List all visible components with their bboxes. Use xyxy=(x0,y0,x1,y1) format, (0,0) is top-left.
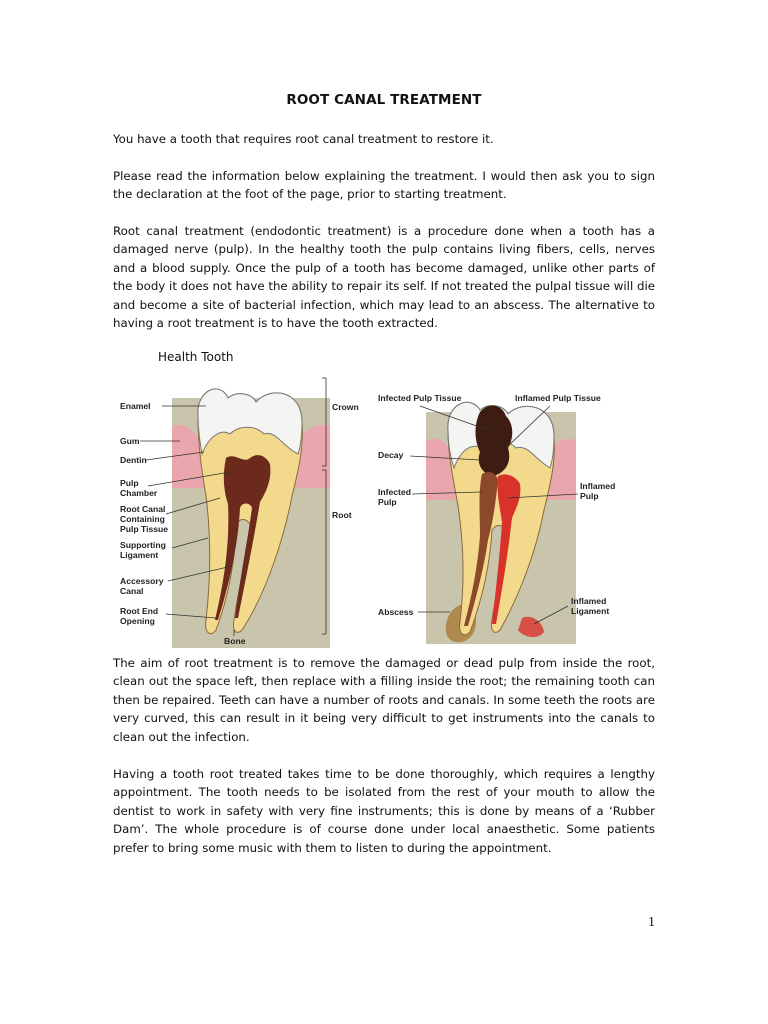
label-pulp-chamber-1: Pulp xyxy=(120,478,139,488)
paragraph-procedure: Having a tooth root treated takes time to be done thoroughly, which requires a lengthy appointment. The tooth needs to be isolated from the rest of your mouth to allow the dentist to work in safety with very fine instruments; this is done by means of a ‘Rubber Dam’. The whole procedure is of course done under local anaesthetic. Some patients prefer to bring some music with them to listen to during the appointment. xyxy=(113,767,655,855)
label-root-canal-3: Pulp Tissue xyxy=(120,524,169,534)
label-gum: Gum xyxy=(120,436,140,446)
label-inflamed-pulp-tissue: Inflamed Pulp Tissue xyxy=(515,393,601,403)
label-enamel: Enamel xyxy=(120,401,151,411)
label-root-canal-1: Root Canal xyxy=(120,504,166,514)
label-root-end-2: Opening xyxy=(120,616,155,626)
label-inflamed-ligament-2: Ligament xyxy=(571,606,610,616)
label-dentin: Dentin xyxy=(120,455,147,465)
label-infected-pulp-1: Infected xyxy=(378,487,411,497)
page-number: 1 xyxy=(648,915,655,930)
label-accessory-1: Accessory xyxy=(120,576,164,586)
paragraph-aim: The aim of root treatment is to remove the damaged or dead pulp from inside the root, clean out the space left, then replace with a filling inside the root; the remaining tooth can then be repaired. Teeth can have a number of roots and canals. In some teeth the roots are very curved, this can result in it being very difficult to get instruments into the canals to clean out the infection. xyxy=(113,656,655,744)
label-crown: Crown xyxy=(332,402,359,412)
label-accessory-2: Canal xyxy=(120,586,144,596)
label-pulp-chamber-2: Chamber xyxy=(120,488,158,498)
label-root-canal-2: Containing xyxy=(120,514,165,524)
label-supporting-2: Ligament xyxy=(120,550,159,560)
label-inflamed-pulp-1: Inflamed xyxy=(580,481,616,491)
label-bone: Bone xyxy=(224,636,246,646)
label-decay: Decay xyxy=(378,450,404,460)
healthy-tooth-illustration xyxy=(170,389,330,648)
label-root-end-1: Root End xyxy=(120,606,159,616)
paragraph-intro: You have a tooth that requires root canal treatment to restore it. xyxy=(113,132,494,146)
document-title: ROOT CANAL TREATMENT xyxy=(286,92,482,108)
label-supporting-1: Supporting xyxy=(120,540,166,550)
label-infected-pulp-tissue: Infected Pulp Tissue xyxy=(378,393,462,403)
diseased-tooth-illustration xyxy=(426,402,576,644)
label-root: Root xyxy=(332,510,352,520)
label-infected-pulp-2: Pulp xyxy=(378,497,397,507)
figure-caption: Health Tooth xyxy=(158,350,234,364)
paragraph-instructions: Please read the information below explaining the treatment. I would then ask you to sign the declaration at the foot of the page, prior to starting treatment. xyxy=(113,169,655,202)
label-inflamed-pulp-2: Pulp xyxy=(580,491,599,501)
label-abscess: Abscess xyxy=(378,607,414,617)
label-inflamed-ligament-1: Inflamed xyxy=(571,596,607,606)
tooth-diagram xyxy=(110,368,630,650)
paragraph-definition: Root canal treatment (endodontic treatment) is a procedure done when a tooth has a damaged nerve (pulp). In the healthy tooth the pulp contains living fibers, cells, nerves and a blood supply. Once the pulp of a tooth has become damaged, unlike other parts of the body it does not have the ability to repair its self. If not treated the pulpal tissue will die and become a site of bacterial infection, which may lead to an abscess. The alternative to having a root treatment is to have the tooth extracted. xyxy=(113,224,655,331)
